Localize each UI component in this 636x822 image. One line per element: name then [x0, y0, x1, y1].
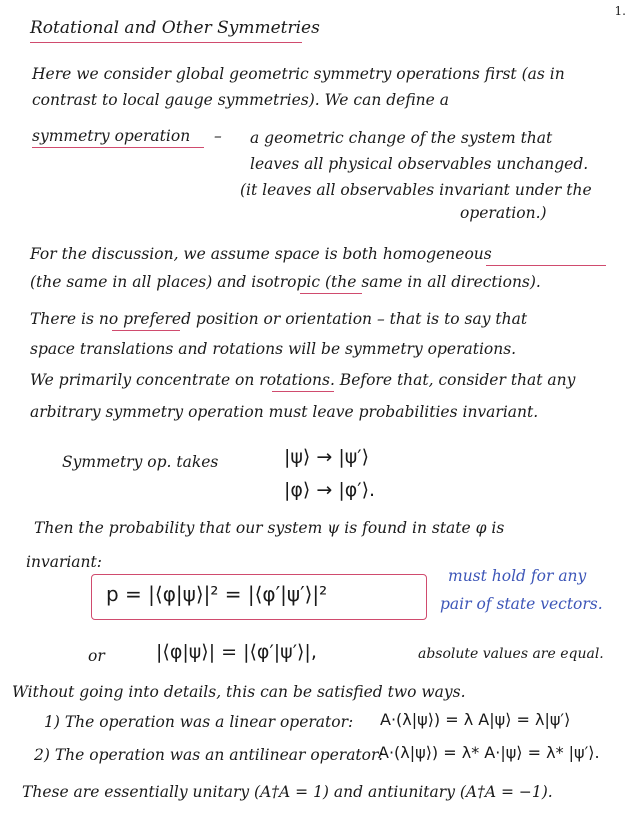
isotropic-underline [300, 293, 362, 294]
definition-line-2: leaves all physical observables unchanged. [250, 155, 589, 173]
boxed-equation: p = |⟨φ|ψ⟩|² = |⟨φ′|ψ′⟩|² [106, 582, 328, 606]
blue-note-line-2: pair of state vectors. [440, 595, 603, 613]
way-2-equation: A·(λ|ψ⟩) = λ* A·|ψ⟩ = λ* |ψ′⟩. [378, 743, 600, 762]
definition-term: symmetry operation [32, 127, 191, 145]
or-equation: |⟨φ|ψ⟩| = |⟨φ′|ψ′⟩|, [156, 641, 317, 663]
definition-line-4: operation.) [460, 204, 547, 222]
definition-dash: – [214, 127, 222, 145]
title-underline [30, 42, 302, 43]
symop-line-1: |ψ⟩ → |ψ′⟩ [284, 446, 370, 468]
way-1-text: 1) The operation was a linear operator: [44, 713, 354, 731]
blue-note-line-1: must hold for any [448, 567, 587, 585]
or-note: absolute values are equal. [418, 646, 604, 662]
rotations-underline [272, 391, 334, 392]
way-1-equation: A·(λ|ψ⟩) = λ A|ψ⟩ = λ|ψ′⟩ [380, 710, 571, 729]
page-number: 1. [614, 4, 626, 18]
discussion-line-6: arbitrary symmetry operation must leave probabilities invariant. [30, 403, 539, 421]
final-line: These are essentially unitary (A†A = 1) and antiunitary (A†A = −1). [22, 783, 553, 801]
homogeneous-underline [486, 265, 606, 266]
page-title: Rotational and Other Symmetries [30, 18, 320, 38]
symop-label: Symmetry op. takes [62, 453, 219, 471]
probability-line-2: invariant: [26, 553, 102, 571]
definition-line-1: a geometric change of the system that [250, 129, 553, 147]
symop-line-2: |φ⟩ → |φ′⟩. [284, 479, 376, 501]
way-2-text: 2) The operation was an antilinear operator: [34, 746, 384, 764]
discussion-line-3: There is no prefered position or orientation – that is to say that [30, 310, 528, 328]
discussion-line-4: space translations and rotations will be symmetry operations. [30, 340, 517, 358]
ways-intro: Without going into details, this can be satisfied two ways. [12, 683, 466, 701]
or-label: or [88, 647, 105, 665]
discussion-line-2: (the same in all places) and isotropic (the same in all directions). [30, 273, 541, 291]
prefered-underline [112, 330, 180, 331]
intro-line-1: Here we consider global geometric symmetry operations first (as in [32, 65, 565, 83]
definition-line-3: (it leaves all observables invariant under the [240, 181, 592, 199]
discussion-line-5: We primarily concentrate on rotations. Before that, consider that any [30, 371, 576, 389]
probability-line-1: Then the probability that our system ψ is found in state φ is [34, 519, 505, 537]
definition-term-underline [32, 147, 204, 148]
intro-line-2: contrast to local gauge symmetries). We can define a [32, 91, 449, 109]
discussion-line-1: For the discussion, we assume space is both homogeneous [30, 245, 492, 263]
